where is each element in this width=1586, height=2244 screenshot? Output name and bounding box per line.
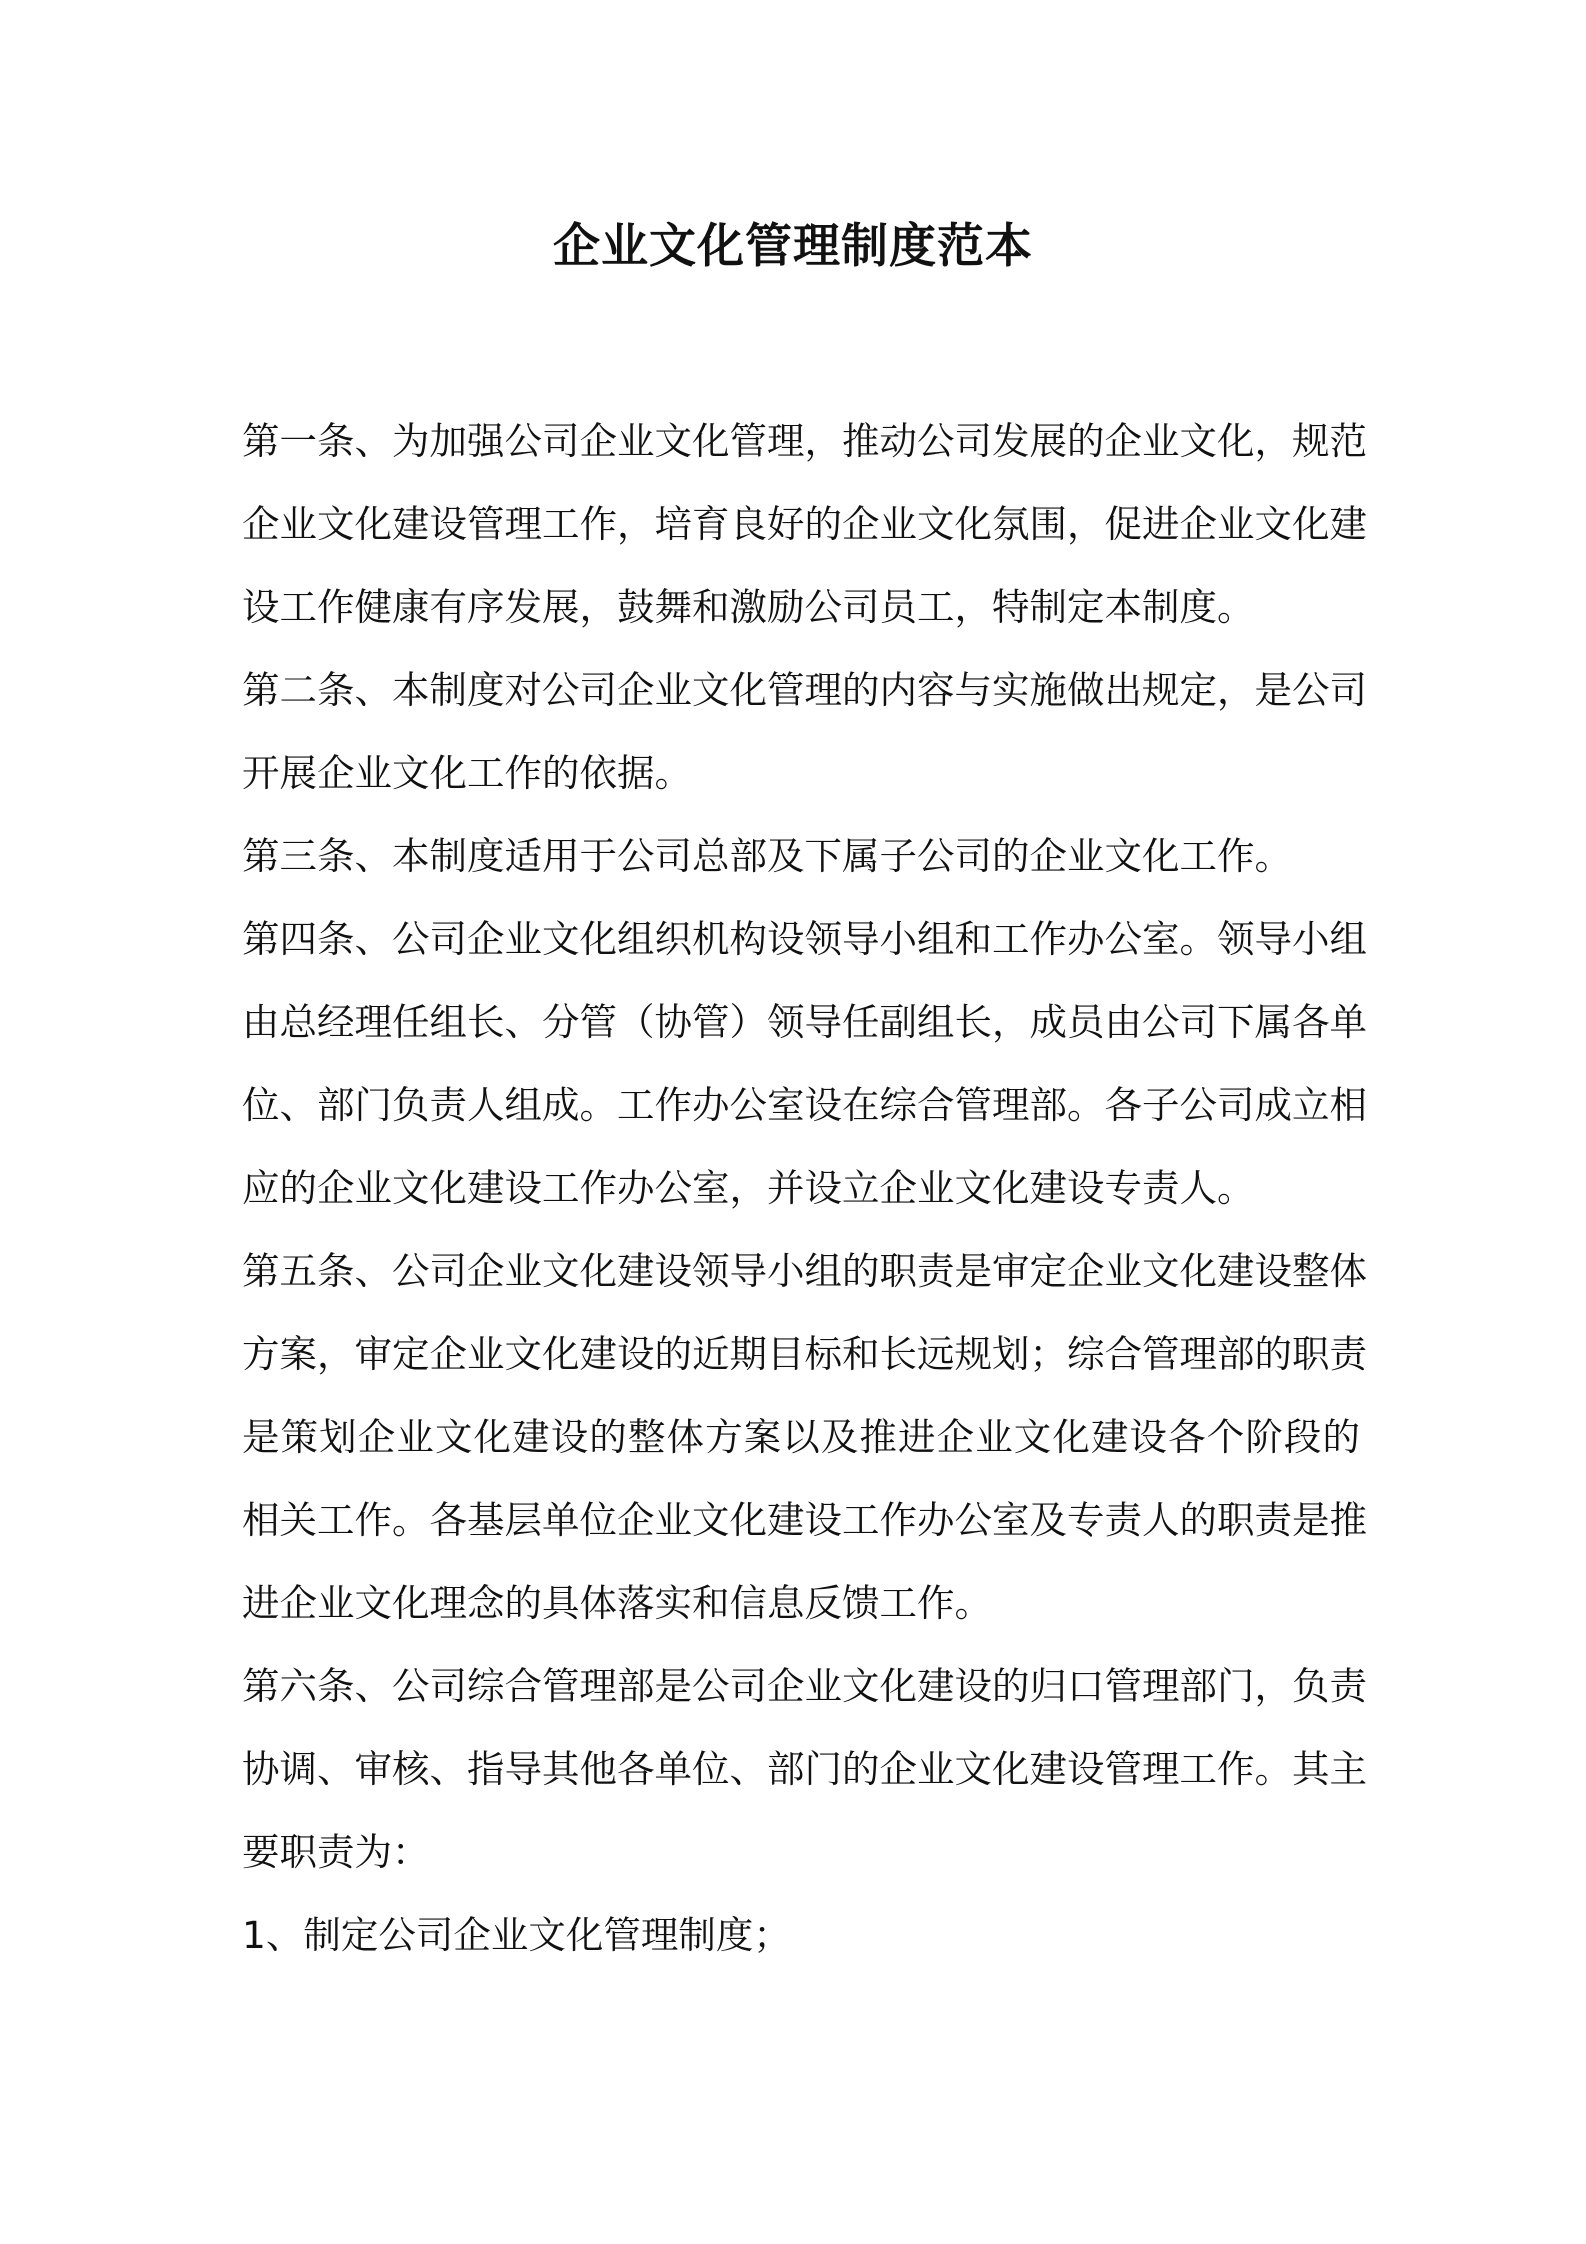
- document-title: 企业文化管理制度范本: [553, 219, 1033, 274]
- text-line: 方案，审定企业文化建设的近期目标和长远规划；综合管理部的职责: [242, 1332, 1367, 1376]
- text-line: 开展企业文化工作的依据。: [242, 751, 692, 795]
- text-line: 第二条、本制度对公司企业文化管理的内容与实施做出规定，是公司: [242, 668, 1367, 712]
- text-line: 第三条、本制度适用于公司总部及下属子公司的企业文化工作。: [242, 834, 1292, 878]
- text-line: 是策划企业文化建设的整体方案以及推进企业文化建设各个阶段的: [242, 1415, 1360, 1459]
- text-line: 第四条、公司企业文化组织机构设领导小组和工作办公室。领导小组: [242, 917, 1367, 961]
- document-body: [242, 400, 1367, 1977]
- text-line: 位、部门负责人组成。工作办公室设在综合管理部。各子公司成立相: [242, 1083, 1367, 1127]
- text-line: 企业文化建设管理工作，培育良好的企业文化氛围，促进企业文化建: [242, 502, 1367, 546]
- text-line: 第六条、公司综合管理部是公司企业文化建设的归口管理部门，负责: [242, 1664, 1367, 1708]
- text-line: 1、制定公司企业文化管理制度；: [242, 1913, 791, 1957]
- text-line: 相关工作。各基层单位企业文化建设工作办公室及专责人的职责是推: [242, 1498, 1367, 1542]
- text-line: 由总经理任组长、分管（协管）领导任副组长，成员由公司下属各单: [242, 1000, 1367, 1044]
- text-line: 协调、审核、指导其他各单位、部门的企业文化建设管理工作。其主: [242, 1747, 1367, 1791]
- text-line: 第一条、为加强公司企业文化管理，推动公司发展的企业文化，规范: [242, 419, 1367, 463]
- text-line: 设工作健康有序发展，鼓舞和激励公司员工，特制定本制度。: [242, 585, 1255, 629]
- text-line: 进企业文化理念的具体落实和信息反馈工作。: [242, 1581, 992, 1625]
- text-line: 要职责为：: [242, 1830, 430, 1874]
- text-line: 应的企业文化建设工作办公室，并设立企业文化建设专责人。: [242, 1166, 1255, 1210]
- text-line: 第五条、公司企业文化建设领导小组的职责是审定企业文化建设整体: [242, 1249, 1367, 1293]
